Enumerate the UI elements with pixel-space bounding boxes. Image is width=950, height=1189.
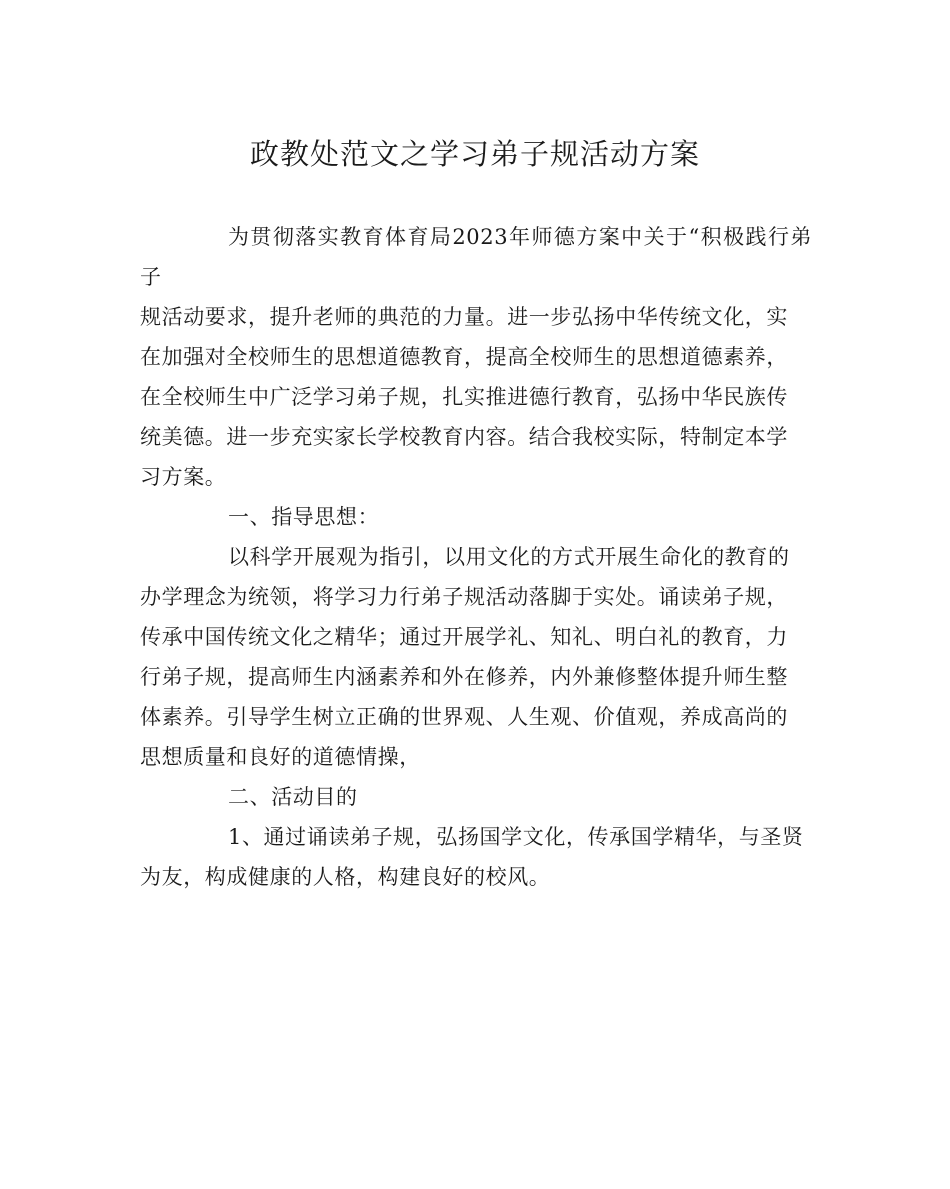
text-line: 传承中国传统文化之精华；通过开展学礼、知礼、明白礼的教育，力: [140, 625, 788, 649]
text-line: 规活动要求，提升老师的典范的力量。进一步弘扬中华传统文化，实: [140, 305, 788, 329]
document-body: [140, 217, 812, 897]
text-line: 行弟子规，提高师生内涵素养和外在修养，内外兼修整体提升师生整: [140, 665, 788, 689]
paragraph-purpose-1: [140, 817, 812, 897]
document-title: 政教处范文之学习弟子规活动方案: [249, 137, 700, 171]
text-line: 办学理念为统领，将学习力行弟子规活动落脚于实处。诵读弟子规，: [140, 585, 788, 609]
text-line: 为贯彻落实教育体育局2023年师德方案中关于“积极践行弟子: [140, 225, 812, 289]
text-line: 体素养。引导学生树立正确的世界观、人生观、价值观，养成高尚的: [140, 705, 788, 729]
text-line: 在加强对全校师生的思想道德教育，提高全校师生的思想道德素养，: [140, 345, 788, 369]
paragraph-intro: [140, 217, 812, 497]
text-line: 以科学开展观为指引，以用文化的方式开展生命化的教育的: [228, 545, 790, 569]
text-line: 一、指导思想：: [228, 505, 380, 529]
text-line: 为友，构成健康的人格，构建良好的校风。: [140, 865, 551, 889]
section-heading-activity-purpose: [140, 777, 812, 817]
text-line: 思想质量和良好的道德情操，: [140, 745, 421, 769]
text-line: 二、活动目的: [228, 785, 358, 809]
text-line: 在全校师生中广泛学习弟子规，扎实推进德行教育，弘扬中华民族传: [140, 385, 788, 409]
text-line: 1、通过诵读弟子规，弘扬国学文化，传承国学精华，与圣贤: [228, 825, 804, 849]
section-heading-guiding-ideology: [140, 497, 812, 537]
paragraph-guiding-ideology: [140, 537, 812, 777]
text-line: 统美德。进一步充实家长学校教育内容。结合我校实际，特制定本学: [140, 425, 788, 449]
text-line: 习方案。: [140, 465, 227, 489]
